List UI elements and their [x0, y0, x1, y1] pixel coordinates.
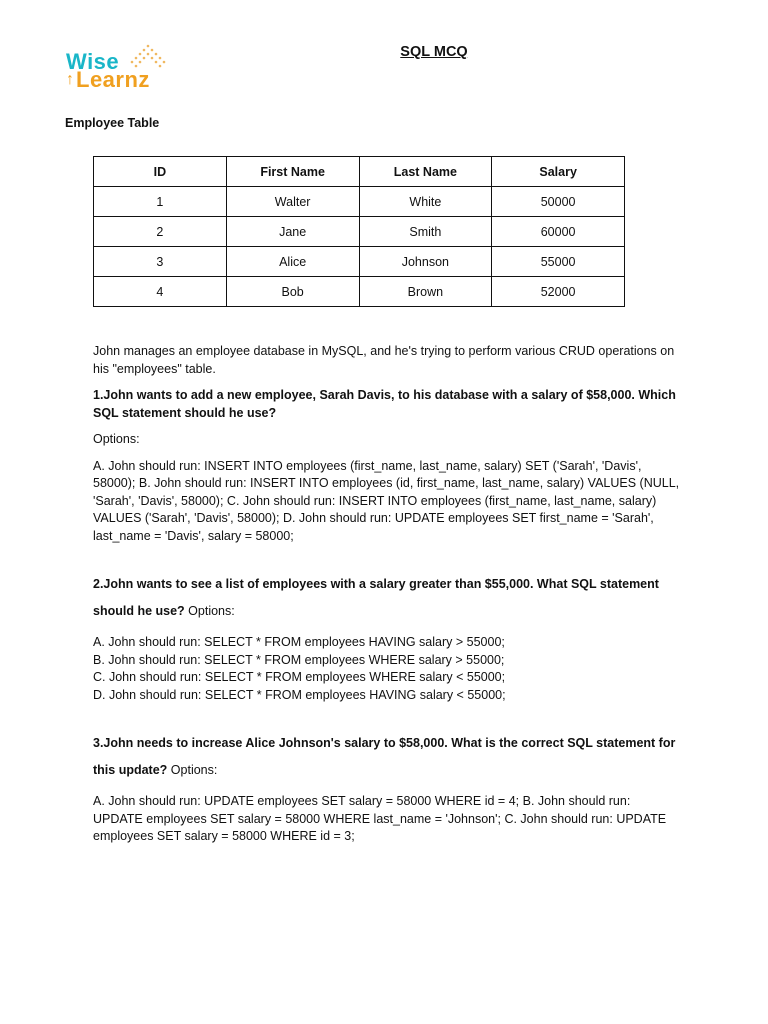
cell-salary: 52000	[492, 277, 625, 307]
question-2-text: 2.John wants to see a list of employees with a salary greater than $55,000. What SQL statement should he use?	[93, 577, 659, 618]
question-2-options-label: Options:	[188, 604, 235, 618]
cell-salary: 50000	[492, 187, 625, 217]
cell-last-name: Smith	[359, 217, 492, 247]
question-2-option-a: A. John should run: SELECT * FROM employees HAVING salary > 55000;	[93, 635, 505, 649]
table-row	[94, 277, 625, 307]
cell-last-name: White	[359, 187, 492, 217]
employee-table	[93, 156, 625, 307]
questions-section	[93, 343, 683, 846]
cell-last-name: Brown	[359, 277, 492, 307]
question-2-option-b: B. John should run: SELECT * FROM employees WHERE salary > 55000;	[93, 652, 505, 667]
question-1-options: A. John should run: INSERT INTO employees (first_name, last_name, salary) SET ('Sarah', 'Davis', 58000); B. John should run: INSERT INTO employees (id, first_name, last_name, salary) VALUES (NULL, 'Sarah', 'Davis', 58000); C. John should run: INSERT INTO employees (first_name, last_name, salary) VALUES ('Sarah', 'Davis', 58000); D. John should run: UPDATE employees SET first_name = 'Sarah', last_name = 'Davis', salary = 58000;	[93, 458, 680, 543]
cell-first-name: Jane	[226, 217, 359, 247]
table-row	[94, 187, 625, 217]
table-header-row	[94, 157, 625, 187]
cell-first-name: Walter	[226, 187, 359, 217]
logo-arrow-icon: ↑	[66, 71, 74, 88]
header-last-name: Last Name	[359, 157, 492, 187]
question-3-options: A. John should run: UPDATE employees SET salary = 58000 WHERE id = 4; B. John should run: UPDATE employees SET salary = 58000 WHERE last_name = 'Johnson'; C. John should run: UPDATE employees SET salary = 58000 WHERE id = 3;	[93, 794, 667, 843]
logo-text-wise: Wise	[66, 49, 120, 74]
header-first-name: First Name	[226, 157, 359, 187]
question-1: 1.John wants to add a new employee, Sarah Davis, to his database with a salary of $58,000. Which SQL statement should he use?	[93, 388, 676, 420]
cell-last-name: Johnson	[359, 247, 492, 277]
question-2-option-d: D. John should run: SELECT * FROM employees HAVING salary < 55000;	[93, 687, 506, 702]
cell-id: 4	[94, 277, 227, 307]
table-row	[94, 247, 625, 277]
cell-first-name: Bob	[226, 277, 359, 307]
question-3-options-label: Options:	[170, 763, 218, 777]
document-title: SQL MCQ	[400, 44, 468, 60]
cell-id: 1	[94, 187, 227, 217]
cell-salary: 60000	[492, 217, 625, 247]
cell-id: 2	[94, 217, 227, 247]
question-3	[93, 730, 683, 784]
question-2-option-c: C. John should run: SELECT * FROM employees WHERE salary < 55000;	[93, 670, 506, 684]
question-1-options-label: Options:	[93, 432, 140, 446]
intro-paragraph: John manages an employee database in MySQL, and he's trying to perform various CRUD operations on his "employees" table.	[93, 344, 675, 376]
table-title: Employee Table	[65, 116, 160, 130]
cell-id: 3	[94, 247, 227, 277]
header-id: ID	[94, 157, 227, 187]
table-row	[94, 217, 625, 247]
question-2	[93, 571, 683, 625]
header-salary: Salary	[492, 157, 625, 187]
question-3-text: 3.John needs to increase Alice Johnson's salary to $58,000. What is the correct SQL statement for this update?	[93, 736, 676, 777]
cell-salary: 55000	[492, 247, 625, 277]
cell-first-name: Alice	[226, 247, 359, 277]
logo-text-learnz: Learnz	[76, 67, 150, 92]
